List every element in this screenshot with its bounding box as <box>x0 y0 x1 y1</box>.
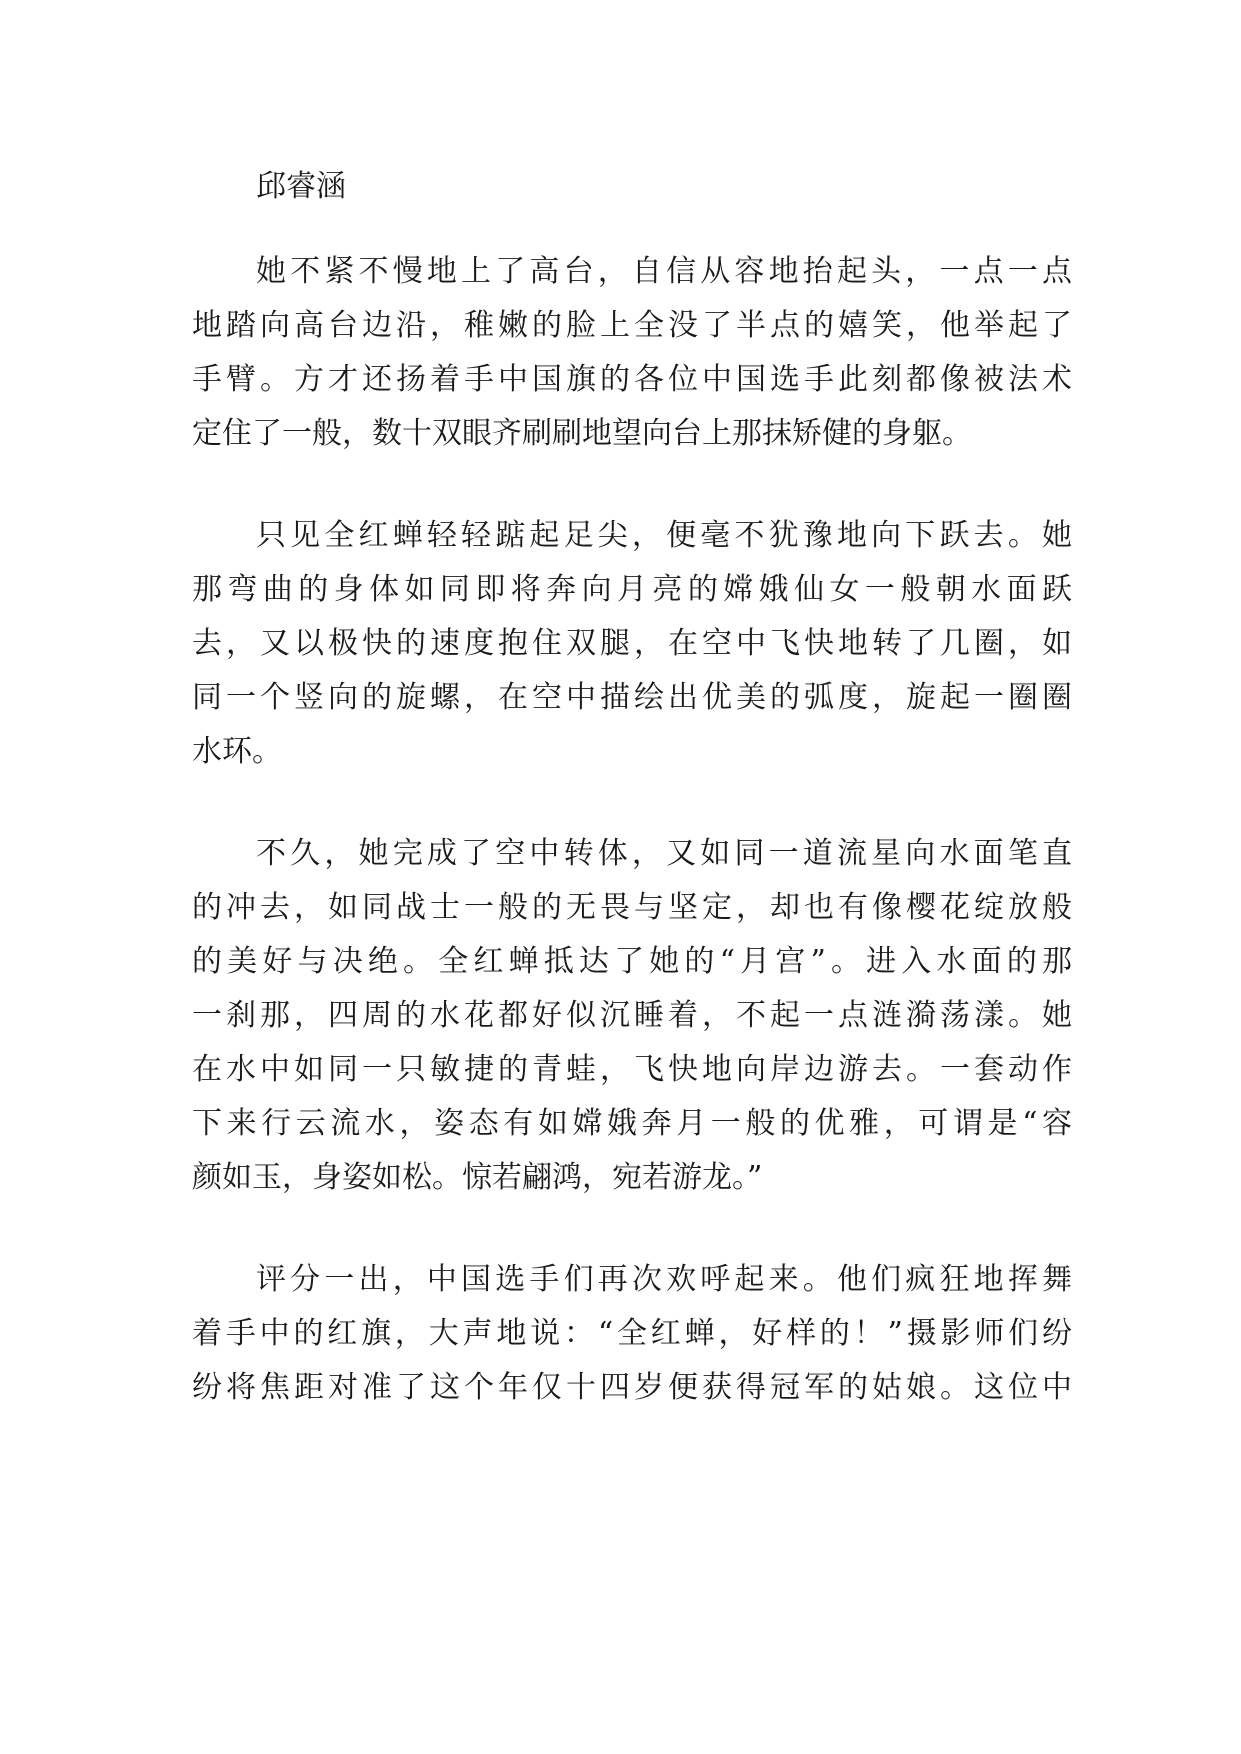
paragraph-3-line-2: 的冲去，如同战士一般的无畏与坚定，却也有像樱花绽放般 <box>192 890 1072 925</box>
paragraph-4-line-2: 着手中的红旗，大声地说：“全红蝉，好样的！”摄影师们纷 <box>192 1316 1072 1351</box>
paragraph-3-line-3: 的美好与决绝。全红蝉抵达了她的“月宫”。进入水面的那 <box>192 944 1072 979</box>
paragraph-2-line-3: 去，又以极快的速度抱住双腿，在空中飞快地转了几圈，如 <box>192 626 1072 661</box>
paragraph-2-line-2: 那弯曲的身体如同即将奔向月亮的嫦娥仙女一般朝水面跃 <box>192 572 1072 607</box>
author-name: 邱睿涵 <box>256 169 346 204</box>
paragraph-4-line-1: 评分一出，中国选手们再次欢呼起来。他们疯狂地挥舞 <box>256 1262 1072 1297</box>
paragraph-4-line-3: 纷将焦距对准了这个年仅十四岁便获得冠军的姑娘。这位中 <box>192 1370 1072 1405</box>
paragraph-1-line-3: 手臂。方才还扬着手中国旗的各位中国选手此刻都像被法术 <box>192 362 1072 397</box>
paragraph-3-line-7: 颜如玉，身姿如松。惊若翩鸿，宛若游龙。” <box>192 1160 763 1195</box>
paragraph-3-line-5: 在水中如同一只敏捷的青蛙，飞快地向岸边游去。一套动作 <box>192 1052 1072 1087</box>
paragraph-1-line-1: 她不紧不慢地上了高台，自信从容地抬起头，一点一点 <box>256 254 1072 289</box>
paragraph-3-line-6: 下来行云流水，姿态有如嫦娥奔月一般的优雅，可谓是“容 <box>192 1106 1072 1141</box>
paragraph-1-line-4: 定住了一般，数十双眼齐刷刷地望向台上那抹矫健的身躯。 <box>192 416 972 451</box>
paragraph-3-line-1: 不久，她完成了空中转体，又如同一道流星向水面笔直 <box>256 836 1072 871</box>
paragraph-2-line-1: 只见全红蝉轻轻踮起足尖，便毫不犹豫地向下跃去。她 <box>256 518 1072 553</box>
paragraph-1-line-2: 地踏向高台边沿，稚嫩的脸上全没了半点的嬉笑，他举起了 <box>192 308 1072 343</box>
paragraph-2-line-4: 同一个竖向的旋螺，在空中描绘出优美的弧度，旋起一圈圈 <box>192 680 1072 715</box>
paragraph-3-line-4: 一刹那，四周的水花都好似沉睡着，不起一点涟漪荡漾。她 <box>192 998 1072 1033</box>
paragraph-2-line-5: 水环。 <box>192 734 282 769</box>
